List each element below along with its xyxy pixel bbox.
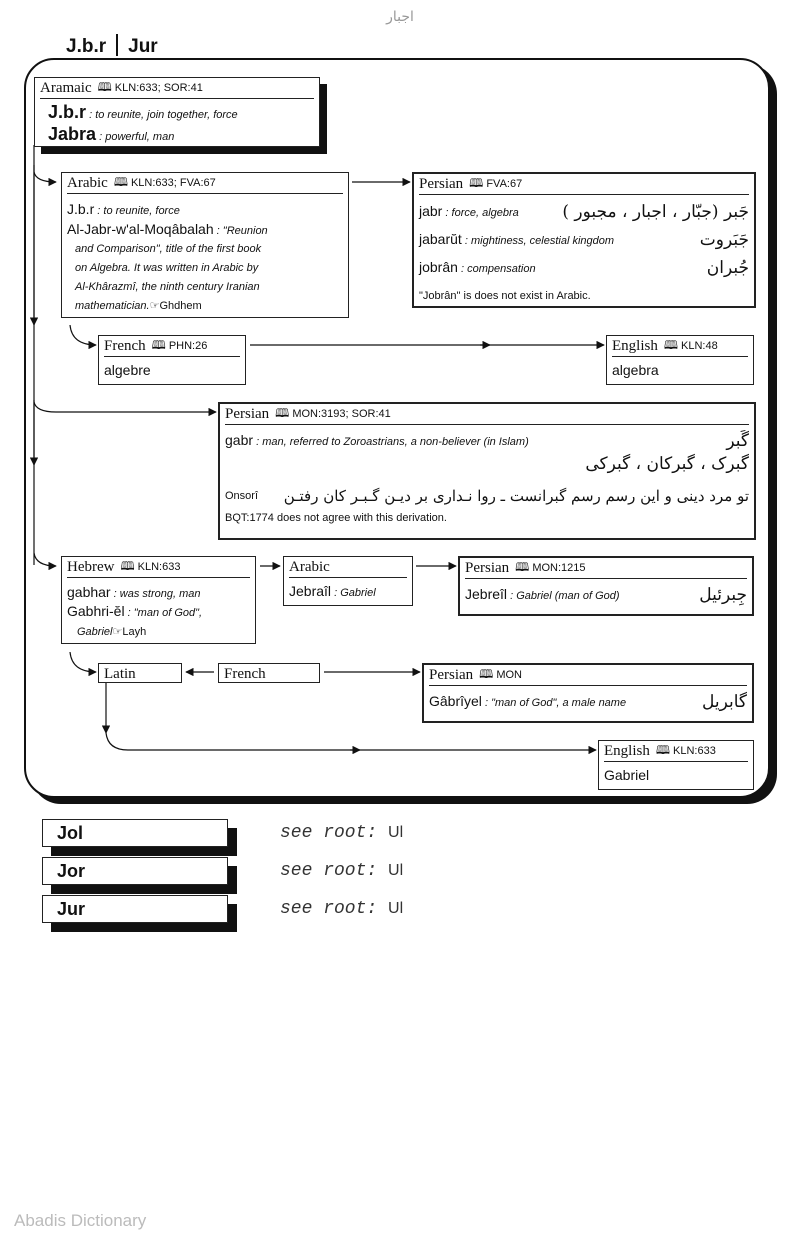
french-box-2 bbox=[218, 663, 320, 683]
hebrew-box bbox=[61, 556, 256, 644]
open-book-icon: 🕮 bbox=[97, 79, 112, 94]
entry: jabr : force, algebra جَبر (جبّار ، اجبار ، مجبور ) bbox=[419, 202, 749, 222]
see-root-text: see root: Ul bbox=[280, 823, 404, 843]
box-header bbox=[604, 741, 748, 762]
box-header bbox=[67, 173, 343, 194]
entries bbox=[67, 194, 343, 316]
root-right: Jur bbox=[128, 36, 158, 57]
english-box-2 bbox=[598, 740, 754, 790]
english-box-1 bbox=[606, 335, 754, 385]
open-book-icon: 🕮 bbox=[663, 337, 678, 352]
word: Gabriel bbox=[604, 767, 650, 783]
source-ref: 🕮 PHN:26 bbox=[152, 336, 208, 357]
entry: Jabra : powerful, man bbox=[48, 124, 175, 144]
arabic-box-2 bbox=[283, 556, 413, 606]
pointing-hand-icon: ☞ bbox=[149, 300, 160, 312]
entry: J.b.r : to reunite, join together, force bbox=[48, 102, 238, 122]
open-book-icon: 🕮 bbox=[151, 337, 166, 352]
language-label: French bbox=[224, 665, 266, 682]
source-ref: 🕮 KLN:633; FVA:67 bbox=[114, 173, 216, 194]
open-book-icon: 🕮 bbox=[515, 559, 530, 574]
language-label: Latin bbox=[104, 665, 136, 682]
word: algebre bbox=[104, 362, 151, 378]
entry: jobrân : compensation جُبران bbox=[419, 258, 749, 278]
source-ref: 🕮 MON:1215 bbox=[515, 558, 585, 579]
footer-brand: Abadis Dictionary bbox=[14, 1211, 147, 1230]
open-book-icon: 🕮 bbox=[469, 175, 484, 190]
box-header bbox=[612, 336, 748, 357]
see-root-link[interactable]: Jor bbox=[42, 857, 228, 885]
page-title: اجبار bbox=[386, 8, 414, 24]
source-ref: 🕮 MON bbox=[479, 665, 522, 686]
source-ref: 🕮 KLN:48 bbox=[664, 336, 718, 357]
language-label: English bbox=[604, 742, 650, 759]
entry: Al-Jabr-w'al-Moqâbalah : "Reunion bbox=[67, 221, 268, 237]
entry: Jebraîl : Gabriel bbox=[289, 583, 376, 599]
entries bbox=[40, 99, 314, 147]
source-ref: 🕮 KLN:633; SOR:41 bbox=[98, 78, 203, 99]
see-root-text: see root: Ul bbox=[280, 899, 404, 919]
open-book-icon: 🕮 bbox=[120, 558, 135, 573]
open-book-icon: 🕮 bbox=[655, 742, 670, 757]
entry: Gabhri-ĕl : "man of God", bbox=[67, 603, 203, 619]
language-label: Persian bbox=[429, 666, 474, 683]
box-header bbox=[225, 404, 749, 425]
entry: gabhar : was strong, man bbox=[67, 584, 201, 600]
note: BQT:1774 does not agree with this derivation. bbox=[225, 512, 447, 524]
box-header bbox=[67, 557, 250, 578]
persian-box-1 bbox=[412, 172, 756, 308]
entry: J.b.r : to reunite, force bbox=[67, 201, 180, 217]
arabic-box bbox=[61, 172, 349, 318]
entry: Gâbrîyel : "man of God", a male name گابریل bbox=[429, 692, 747, 712]
language-label: Aramaic bbox=[40, 79, 92, 96]
see-root-link[interactable]: Jur bbox=[42, 895, 228, 923]
language-label: Hebrew bbox=[67, 558, 115, 575]
box-header bbox=[40, 78, 314, 99]
french-box-1 bbox=[98, 335, 246, 385]
language-label: Persian bbox=[225, 405, 270, 422]
persian-box-2 bbox=[218, 402, 756, 540]
language-label: French bbox=[104, 337, 146, 354]
entry: gabr : man, referred to Zoroastrians, a non-believer (in Islam) گَبر bbox=[225, 431, 749, 451]
see-root-link[interactable]: Jol bbox=[42, 819, 228, 847]
entry: Jebreîl : Gabriel (man of God) جِبرئیل bbox=[465, 585, 747, 605]
language-label: Arabic bbox=[67, 174, 108, 191]
aramaic-box bbox=[34, 77, 320, 147]
entries bbox=[67, 578, 250, 641]
entry-continued: Gabriel☞Layh bbox=[77, 626, 147, 638]
box-header bbox=[465, 558, 747, 579]
latin-box bbox=[98, 663, 182, 683]
persian-box-4 bbox=[422, 663, 754, 723]
open-book-icon: 🕮 bbox=[113, 174, 128, 189]
source-ref: 🕮 MON:3193; SOR:41 bbox=[275, 404, 391, 425]
source-ref: 🕮 KLN:633 bbox=[656, 741, 716, 762]
box-header bbox=[429, 665, 747, 686]
open-book-icon: 🕮 bbox=[275, 405, 290, 420]
entry: jabarŭt : mightiness, celestial kingdom جَبَروت bbox=[419, 230, 749, 250]
entries bbox=[419, 195, 749, 302]
description: and Comparison", title of the first book on Algebra. It was written in Arabic by Al-Khârazmî, the ninth century Iranian mathematician.☞Ghdhem bbox=[75, 243, 262, 312]
language-label: Persian bbox=[465, 559, 510, 576]
box-header bbox=[224, 664, 314, 684]
open-book-icon: 🕮 bbox=[479, 666, 494, 681]
pointing-hand-icon: ☞ bbox=[112, 626, 123, 638]
language-label: Arabic bbox=[289, 558, 330, 575]
language-label: Persian bbox=[419, 175, 464, 192]
box-header bbox=[104, 664, 176, 684]
box-header bbox=[419, 174, 749, 195]
box-header bbox=[289, 557, 407, 578]
source-ref: 🕮 FVA:67 bbox=[469, 174, 522, 195]
word: algebra bbox=[612, 362, 659, 378]
persian-box-3 bbox=[458, 556, 754, 616]
quote: Onsorî تو مرد دینی و این رسم رسم گبرانست ـ روا نـداری بر دیـن گـبـر کان رفتـن bbox=[225, 487, 749, 505]
source-ref: 🕮 KLN:633 bbox=[120, 557, 180, 578]
root-left: J.b.r bbox=[66, 36, 107, 57]
language-label: English bbox=[612, 337, 658, 354]
box-header bbox=[104, 336, 240, 357]
see-root-text: see root: Ul bbox=[280, 861, 404, 881]
note: "Jobrân" is does not exist in Arabic. bbox=[419, 290, 591, 302]
persian-variants: گبرک ، گبرکان ، گبرکی bbox=[585, 454, 749, 474]
